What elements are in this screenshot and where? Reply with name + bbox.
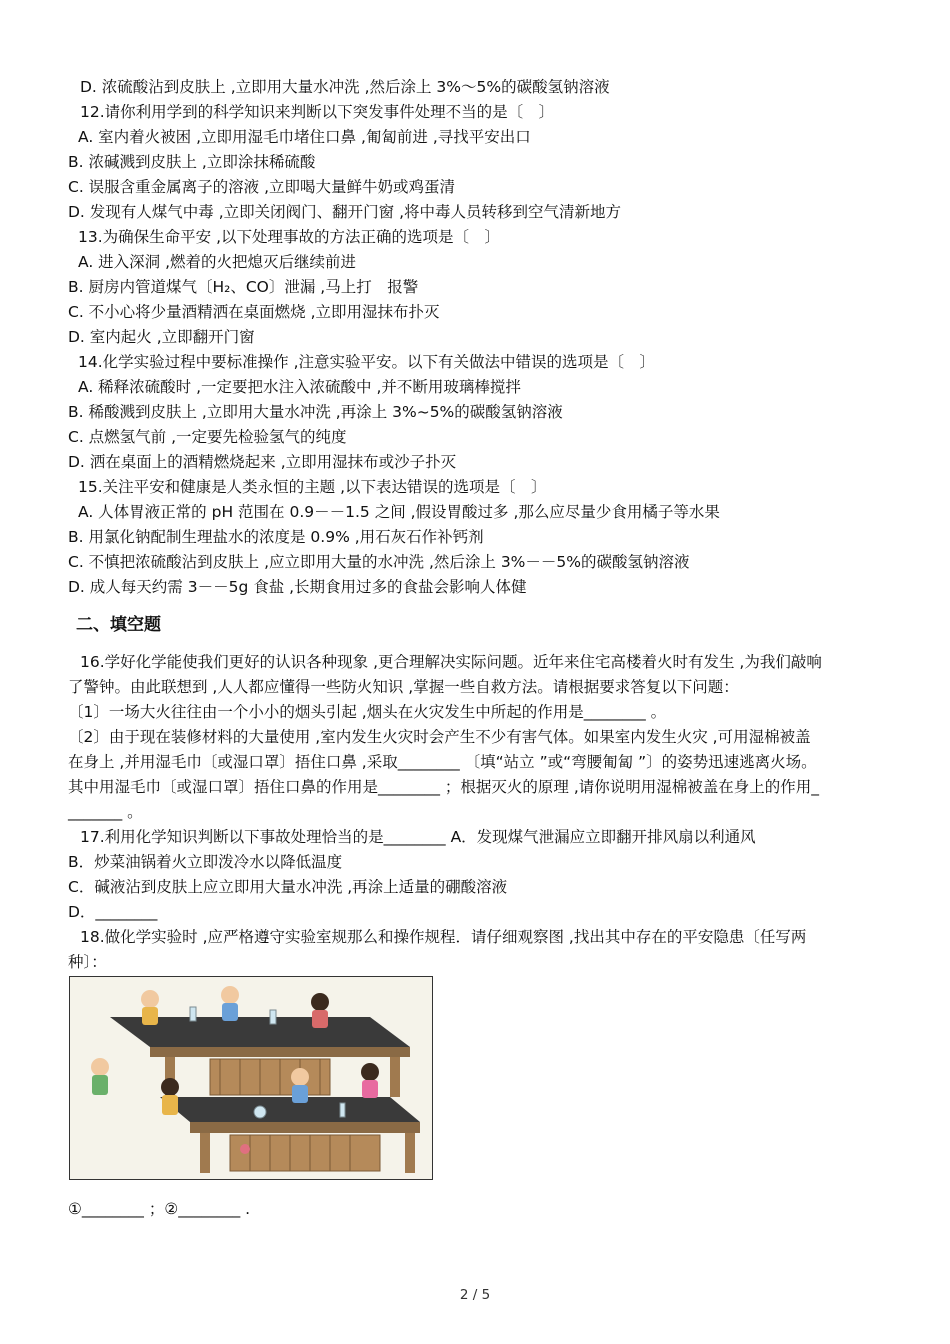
q16-part2-line2: 在身上 ,并用湿毛巾〔或湿口罩〕捂住口鼻 ,采取________ 〔填“站立 ”或“弯腰匍匐 ”〕的姿势迅速逃离火场。 [68, 753, 817, 771]
q15-option-d: D. 成人每天约需 3－－5g 食盐 ,长期食用过多的食盐会影响人体健 [68, 578, 527, 596]
q18-stem-line2: 种〕： [68, 953, 107, 971]
q12-stem: 12.请你利用学到的科学知识来判断以下突发事件处理不当的是〔 〕 [80, 103, 555, 121]
q13-option-a: A. 进入深洞 ,燃着的火把熄灭后继续前进 [78, 253, 357, 271]
q14-stem: 14.化学实验过程中要标准操作 ,注意实验平安。以下有关做法中错误的选项是〔 〕 [78, 353, 656, 371]
q18-answer-blanks: ①________ ；②________ . [68, 1200, 251, 1218]
q15-option-a: A. 人体胃液正常的 pH 范围在 0.9－－1.5 之间 ,假设胃酸过多 ,那么应尽量少食用橘子等水果 [78, 503, 720, 521]
q18-stem-line1: 18.做化学实验时 ,应严格遵守实验室规那么和操作规程．请仔细观察图 ,找出其中存在的平安隐患〔任写两 [80, 928, 807, 946]
q13-stem: 13.为确保生命平安 ,以下处理事故的方法正确的选项是〔 〕 [78, 228, 501, 246]
q14-option-d: D. 洒在桌面上的酒精燃烧起来 ,立即用湿抹布或沙子扑灭 [68, 453, 457, 471]
q15-option-c: C. 不慎把浓硫酸沾到皮肤上 ,应立即用大量的水冲洗 ,然后涂上 3%－－5%的碳酸氢钠溶液 [68, 553, 690, 571]
q16-part1: 〔1〕一场大火往往由一个小小的烟头引起 ,烟头在火灾发生中所起的作用是________ 。 [68, 703, 667, 721]
q17-option-d: D．________ [68, 903, 158, 921]
q16-part2-line3: 其中用湿毛巾〔或湿口罩〕捂住口鼻的作用是________ ；根据灭火的原理 ,请你说明用湿棉被盖在身上的作用_ [68, 778, 820, 796]
q13-option-b: B. 厨房内管道煤气〔H₂、CO〕泄漏 ,马上打 报警 [68, 278, 419, 296]
q15-stem: 15.关注平安和健康是人类永恒的主题 ,以下表达错误的选项是〔 〕 [78, 478, 547, 496]
q12-option-b: B. 浓碱溅到皮肤上 ,立即涂抹稀硫酸 [68, 153, 316, 171]
q16-part2-line4: _______ 。 [68, 803, 143, 821]
q12-option-c: C. 误服含重金属离子的溶液 ,立即喝大量鲜牛奶或鸡蛋清 [68, 178, 456, 196]
q17-option-b: B．炒菜油锅着火立即泼冷水以降低温度 [68, 853, 343, 871]
q11-option-d: D. 浓硫酸沾到皮肤上 ,立即用大量水冲洗 ,然后涂上 3%～5%的碳酸氢钠溶液 [80, 78, 610, 96]
q16-stem-line1: 16.学好化学能使我们更好的认识各种现象 ,更合理解决实际问题。近年来住宅高楼着火时有发生 ,为我们敲响 [80, 653, 822, 671]
q14-option-b: B. 稀酸溅到皮肤上 ,立即用大量水冲洗 ,再涂上 3%~5%的碳酸氢钠溶液 [68, 403, 563, 421]
q15-option-b: B. 用氯化钠配制生理盐水的浓度是 0.9% ,用石灰石作补钙剂 [68, 528, 484, 546]
q13-option-d: D. 室内起火 ,立即翻开门窗 [68, 328, 255, 346]
page-number: 2 / 5 [459, 1287, 491, 1303]
q14-option-a: A. 稀释浓硫酸时 ,一定要把水注入浓硫酸中 ,并不断用玻璃棒搅拌 [78, 378, 521, 396]
q14-option-c: C. 点燃氢气前 ,一定要先检验氢气的纯度 [68, 428, 347, 446]
q12-option-a: A. 室内着火被困 ,立即用湿毛巾堵住口鼻 ,匍匐前进 ,寻找平安出口 [78, 128, 531, 146]
q16-stem-line2: 了警钟。由此联想到 ,人人都应懂得一些防火知识 ,掌握一些自救方法。请根据要求答复以下问题： [68, 678, 739, 696]
section-heading: 二、填空题 [76, 615, 161, 635]
lab-classroom-illustration [69, 976, 433, 1180]
q16-part2-line1: 〔2〕由于现在装修材料的大量使用 ,室内发生火灾时会产生不少有害气体。如果室内发生火灾 ,可用湿棉被盖 [68, 728, 811, 746]
q17-option-c: C．碱液沾到皮肤上应立即用大量水冲洗 ,再涂上适量的硼酸溶液 [68, 878, 508, 896]
q17-stem: 17.利用化学知识判断以下事故处理恰当的是________ A．发现煤气泄漏应立即翻开排风扇以利通风 [80, 828, 756, 846]
q12-option-d: D. 发现有人煤气中毒 ,立即关闭阀门、翻开门窗 ,将中毒人员转移到空气清新地方 [68, 203, 621, 221]
q13-option-c: C. 不小心将少量酒精洒在桌面燃烧 ,立即用湿抹布扑灭 [68, 303, 440, 321]
